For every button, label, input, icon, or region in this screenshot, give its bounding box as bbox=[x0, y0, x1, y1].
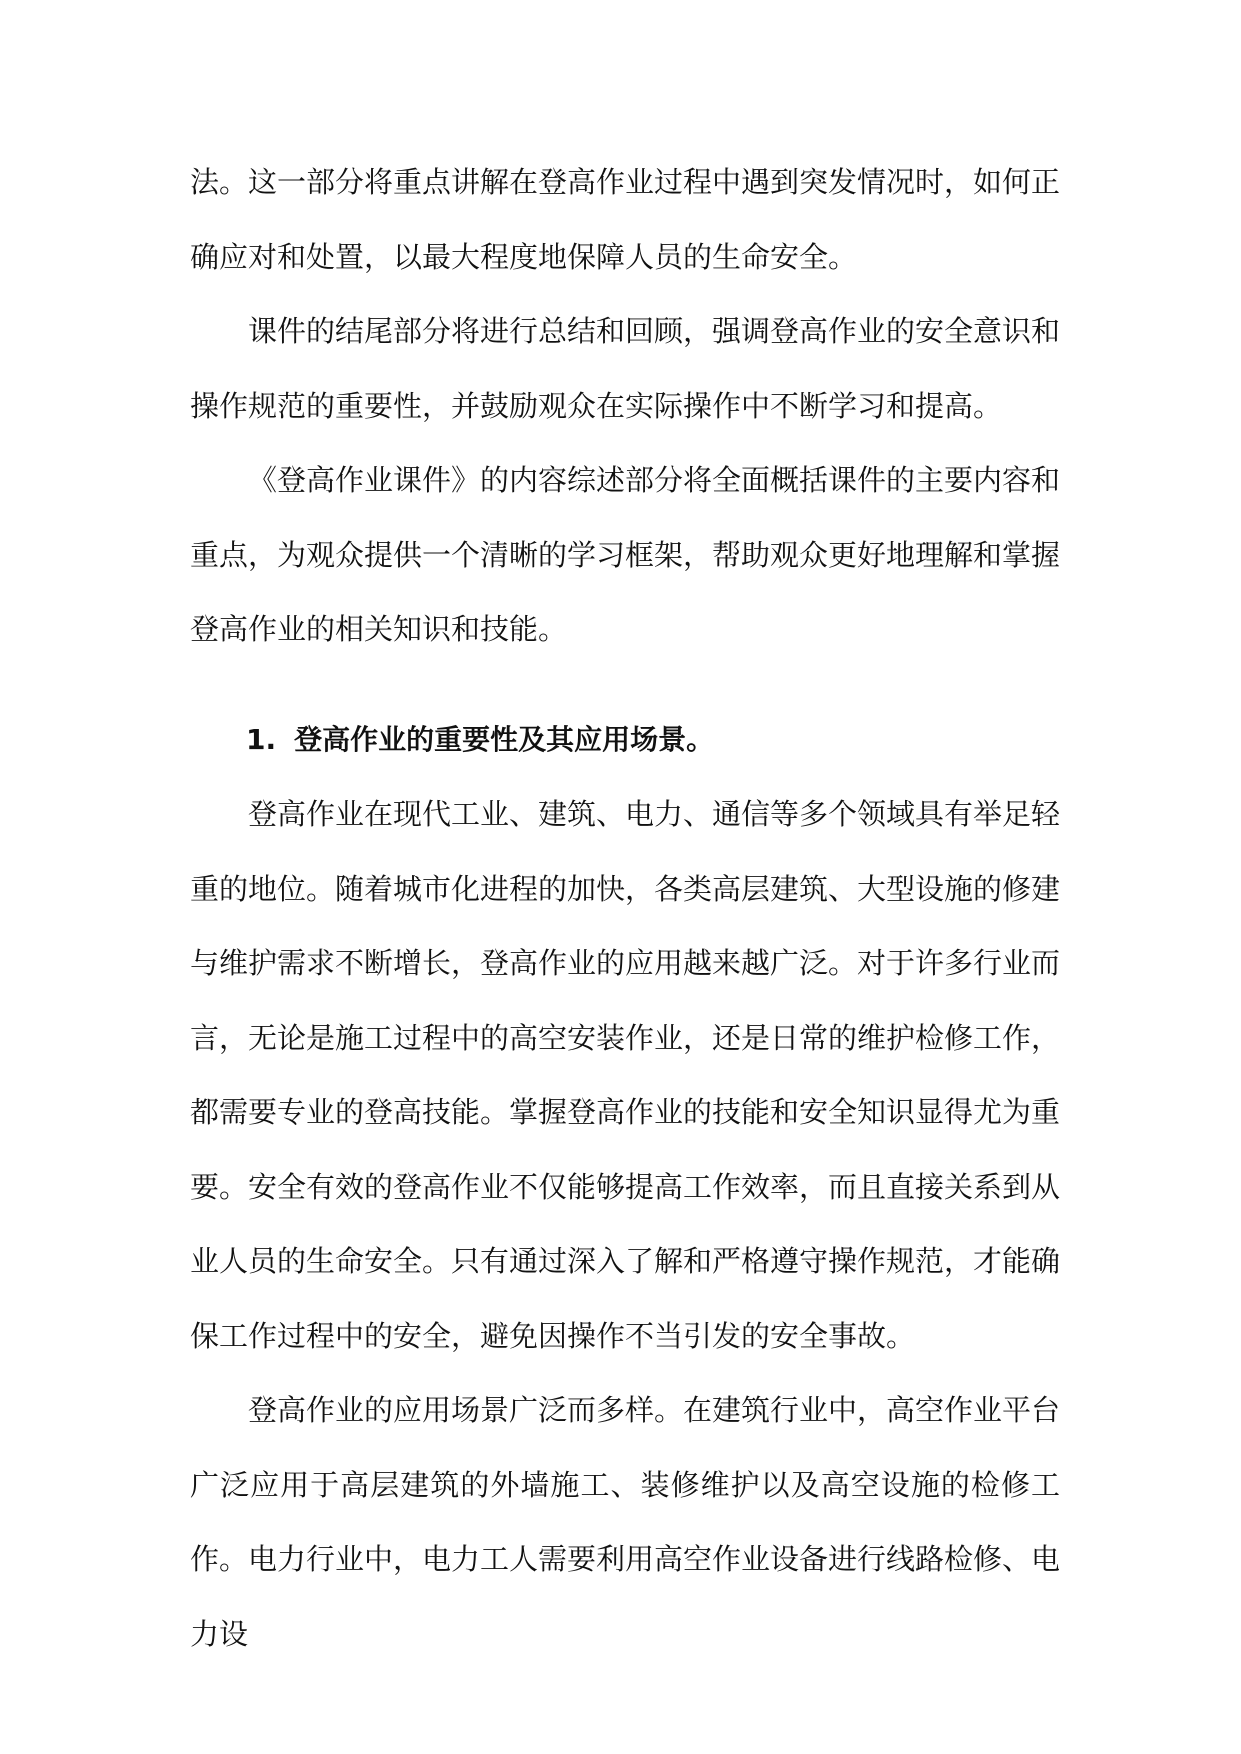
paragraph-importance: 登高作业在现代工业、建筑、电力、通信等多个领域具有举足轻重的地位。随着城市化进程的加快，各类高层建筑、大型设施的修建与维护需求不断增长，登高作业的应用越来越广泛。对于许多行业而言，无论是施工过程中的高空安装作业，还是日常的维护检修工作，都需要专业的登高技能。掌握登高作业的技能和安全知识显得尤为重要。安全有效的登高作业不仅能够提高工作效率，而且直接关系到从业人员的生命安全。只有通过深入了解和严格遵守操作规范，才能确保工作过程中的安全，避免因操作不当引发的安全事故。 bbox=[190, 797, 1061, 1353]
paragraph-course-summary: 课件的结尾部分将进行总结和回顾，强调登高作业的安全意识和操作规范的重要性，并鼓励观众在实际操作中不断学习和提高。 bbox=[190, 314, 1061, 423]
document-body bbox=[190, 145, 1060, 1671]
paragraph-content-overview: 《登高作业课件》的内容综述部分将全面概括课件的主要内容和重点，为观众提供一个清晰的学习框架，帮助观众更好地理解和掌握登高作业的相关知识和技能。 bbox=[190, 463, 1061, 646]
paragraph-continuation: 法。这一部分将重点讲解在登高作业过程中遇到突发情况时，如何正确应对和处置，以最大程度地保障人员的生命安全。 bbox=[190, 165, 1061, 274]
section-heading bbox=[190, 703, 1060, 778]
paragraph-application-scenarios: 登高作业的应用场景广泛而多样。在建筑行业中，高空作业平台广泛应用于高层建筑的外墙施工、装修维护以及高空设施的检修工作。电力行业中，电力工人需要利用高空作业设备进行线路检修、电力设 bbox=[190, 1393, 1061, 1651]
section-title: 登高作业的重要性及其应用场景。 bbox=[294, 722, 715, 756]
section-number: 1. bbox=[246, 722, 277, 756]
